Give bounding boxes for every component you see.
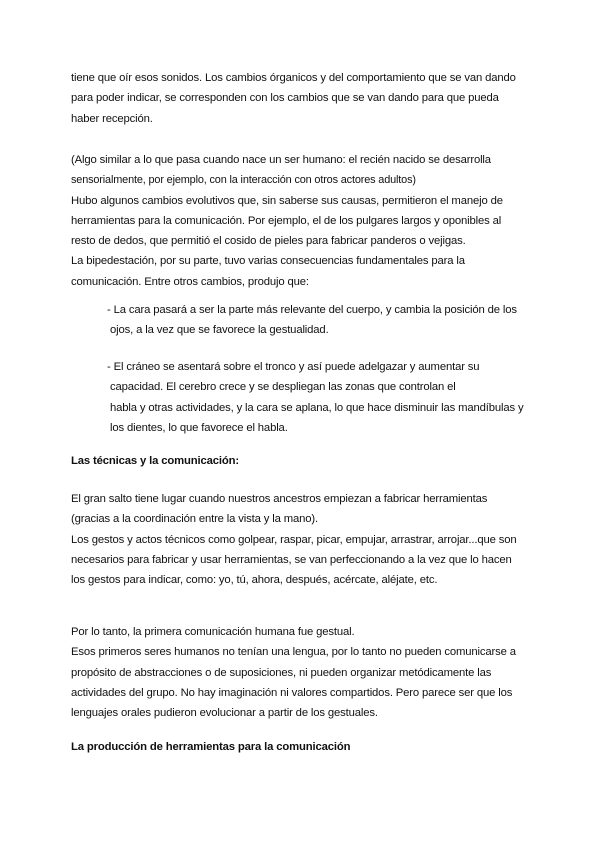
text-line: habla y otras actividades, y la cara se aplana, lo que hace disminuir las mandíbulas y	[110, 401, 524, 414]
text-line: herramientas para la comunicación. Por ejemplo, el de los pulgares largos y oponibles al	[71, 214, 502, 227]
text-line: Esos primeros seres humanos no tenían una lengua, por lo tanto no pueden comunicarse a	[71, 646, 516, 659]
paragraph-tools	[71, 489, 543, 590]
text-line: para poder indicar, se corresponden con los cambios que se van dando para que pueda	[71, 92, 499, 105]
text-line: El gran salto tiene lugar cuando nuestros ancestros empiezan a fabricar herramientas	[71, 493, 488, 505]
bullet-item-face	[107, 300, 547, 341]
section-heading-tool-production: La producción de herramientas para la comunicación	[71, 741, 351, 753]
text-line: actividades del grupo. No hay imaginación ni valores compartidos. Pero parece ser que los	[71, 686, 513, 699]
text-line: (gracias a la coordinación entre la vista y la mano).	[71, 513, 318, 526]
text-line: - La cara pasará a ser la parte más relevante del cuerpo, y cambia la posición de los	[107, 304, 517, 316]
text-line: lenguajes orales pudieron evolucionar a partir de los gestuales.	[71, 707, 378, 720]
text-line: Por lo tanto, la primera comunicación humana fue gestual.	[71, 626, 355, 638]
text-line: Los gestos y actos técnicos como golpear, raspar, picar, empujar, arrastrar, arrojar...que son	[71, 533, 517, 546]
text-line: haber recepción.	[71, 112, 153, 125]
text-line: La bipedestación, por su parte, tuvo varias consecuencias fundamentales para la	[71, 255, 465, 268]
paragraph-gestural-communication	[71, 622, 543, 723]
text-line: propósito de abstracciones o de suposiciones, ni pueden organizar metódicamente las	[71, 666, 492, 679]
text-line: comunicación. Entre otros cambios, produjo que:	[71, 275, 309, 288]
text-line: los gestos para indicar, como: yo, tú, ahora, después, acércate, aléjate, etc.	[71, 574, 438, 587]
paragraph-sound-changes	[71, 68, 543, 129]
text-line: - El cráneo se asentará sobre el tronco y así puede adelgazar y aumentar su	[107, 361, 480, 373]
text-line: capacidad. El cerebro crece y se despliegan las zonas que controlan el	[110, 381, 456, 394]
text-line: ojos, a la vez que se favorece la gestualidad.	[110, 324, 329, 337]
text-line: Hubo algunos cambios evolutivos que, sin saberse sus causas, permitieron el manejo de	[71, 194, 503, 207]
text-line: tiene que oír esos sonidos. Los cambios órganicos y del comportamiento que se van dando	[71, 72, 516, 84]
bullet-item-skull	[107, 357, 547, 438]
section-heading-techniques: Las técnicas y la comunicación:	[71, 455, 240, 467]
text-line: resto de dedos, que permitió el cosido de pieles para fabricar panderos o vejigas.	[71, 235, 466, 248]
text-line: necesarios para fabricar y usar herramientas, se van perfeccionando a la vez que lo hacen	[71, 553, 512, 566]
text-line: (Algo similar a lo que pasa cuando nace un ser humano: el recién nacido se desarrolla	[71, 154, 491, 166]
text-line: los dientes, lo que favorece el habla.	[110, 421, 288, 434]
text-line: sensorialmente, por ejemplo, con la interacción con otros actores adultos)	[71, 174, 416, 187]
paragraph-evolutionary-changes	[71, 150, 543, 292]
